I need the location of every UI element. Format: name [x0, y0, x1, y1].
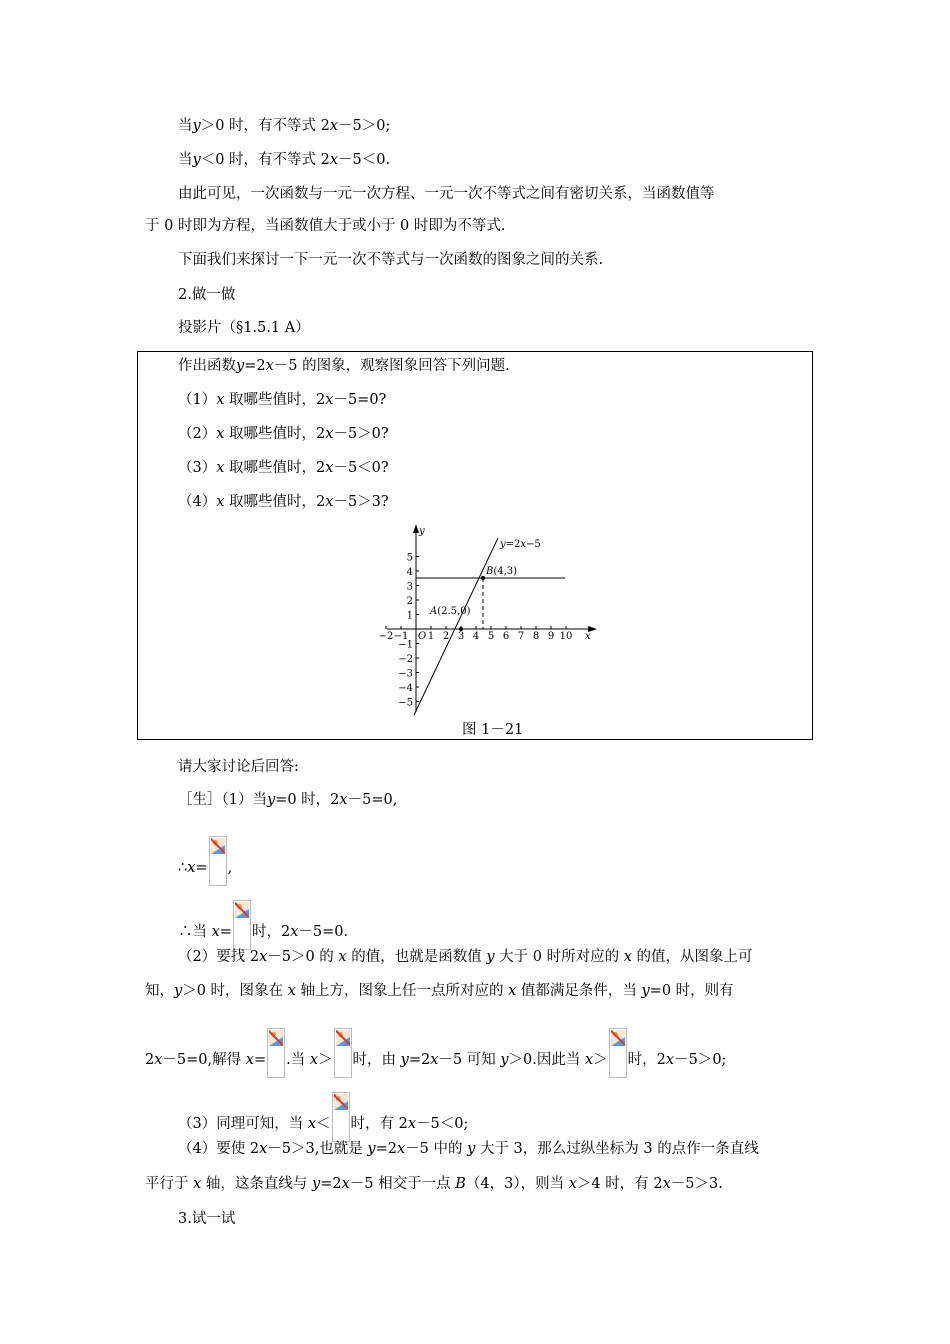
- section-heading-try: 3.试一试: [178, 1211, 236, 1227]
- y-tick-label: −2: [398, 654, 413, 665]
- x-tick-label: 5: [487, 631, 495, 642]
- point-b-label: B(4,3): [486, 566, 518, 577]
- text-line-1: 当y＞0 时，有不等式 2x－5＞0;: [178, 118, 391, 134]
- x-tick-label: −2: [378, 631, 394, 642]
- x-tick-label: 2: [442, 631, 450, 642]
- line-label: y=2x−5: [500, 539, 541, 550]
- y-tick-label: 1: [406, 610, 413, 622]
- text-line-5: 下面我们来探讨一下一元一次不等式与一次函数的图象之间的关系.: [178, 252, 604, 268]
- answer-3: （3）同理可知，当 x＜ 时，有 2x－5＜0;: [178, 1092, 468, 1142]
- y-tick-label: −3: [398, 668, 413, 680]
- y-tick-label: 2: [406, 596, 413, 607]
- answer-4-line-2: 平行于 x 轴，这条直线与 y=2x－5 相交于一点 B（4，3），则当 x＞4 时，有 2x－5＞3.: [145, 1176, 723, 1192]
- question-4: （4）x 取哪些值时，2x－5＞3?: [178, 494, 389, 510]
- x-tick-label: 6: [502, 631, 510, 642]
- point-a-label: A(2.5,0): [430, 606, 471, 617]
- y-tick-label: −1: [398, 639, 413, 651]
- missing-image-icon: [332, 1092, 350, 1142]
- answer-2-line-2: 知，y＞0 时，图象在 x 轴上方，图象上任一点所对应的 x 值都满足条件，当 y=0 时，则有: [145, 983, 734, 999]
- missing-image-icon: [334, 1028, 352, 1078]
- function-graph: [378, 522, 599, 718]
- point-b: [481, 576, 485, 580]
- x-tick-label: 7: [517, 631, 525, 642]
- line-y-2x-5: [414, 538, 498, 715]
- problem-prompt: 作出函数y=2x－5 的图象，观察图象回答下列问题.: [178, 358, 510, 374]
- y-axis-label: y: [419, 526, 425, 537]
- x-tick-label: 4: [472, 631, 480, 642]
- x-tick-label: 9: [547, 631, 555, 642]
- answer-1: ［生］（1）当y=0 时，2x－5=0,: [178, 792, 398, 808]
- question-1: （1）x 取哪些值时，2x－5=0?: [178, 392, 387, 408]
- x-tick-label: 3: [457, 631, 465, 642]
- x-tick-label: 8: [532, 631, 540, 642]
- missing-image-icon: [267, 1028, 285, 1078]
- y-tick-label: −4: [398, 683, 413, 694]
- answer-2-line-3: 2x－5=0,解得 x= .当 x＞ 时，由 y=2x－5 可知 y＞0.因此当 x＞ 时，2x－5＞0;: [145, 1028, 726, 1078]
- figure-caption: 图 1－21: [462, 722, 524, 738]
- slide-label: 投影片（§1.5.1 A）: [178, 320, 310, 336]
- y-tick-label: 3: [406, 581, 413, 593]
- text-line-4: 于 0 时即为方程，当函数值大于或小于 0 时即为不等式.: [145, 218, 506, 234]
- y-tick-label: −5: [398, 697, 413, 709]
- missing-image-icon: [209, 836, 227, 886]
- y-tick-label: 4: [406, 567, 413, 578]
- answer-1-conclusion: ∴当 x= 时，2x－5=0.: [178, 900, 348, 950]
- point-a: [459, 627, 463, 631]
- missing-image-icon: [609, 1028, 627, 1078]
- x-tick-label: 1: [427, 631, 435, 642]
- origin-label: O: [418, 631, 427, 642]
- discussion-prompt: 请大家讨论后回答:: [178, 759, 299, 775]
- answer-4-line-1: （4）要使 2x－5＞3,也就是 y=2x－5 中的 y 大于 3，那么过纵坐标为 3 的点作一条直线: [178, 1141, 759, 1157]
- section-heading-do: 2.做一做: [178, 287, 236, 303]
- question-3: （3）x 取哪些值时，2x－5＜0?: [178, 460, 389, 476]
- text-line-3: 由此可见，一次函数与一元一次方程、一元一次不等式之间有密切关系，当函数值等: [178, 186, 715, 202]
- answer-2-line-1: （2）要找 2x－5＞0 的 x 的值，也就是函数值 y 大于 0 时所对应的 x 的值，从图象上可: [178, 949, 753, 965]
- question-2: （2）x 取哪些值时，2x－5＞0?: [178, 426, 389, 442]
- y-tick-label: 5: [406, 552, 413, 564]
- missing-image-icon: [233, 900, 251, 950]
- text-line-2: 当y＜0 时，有不等式 2x－5＜0.: [178, 152, 391, 168]
- x-tick-label: 10: [559, 631, 573, 642]
- x-axis-label: x: [585, 631, 591, 642]
- x-tick-label: −1: [393, 631, 409, 642]
- answer-1-therefore: ∴x= ,: [178, 836, 232, 886]
